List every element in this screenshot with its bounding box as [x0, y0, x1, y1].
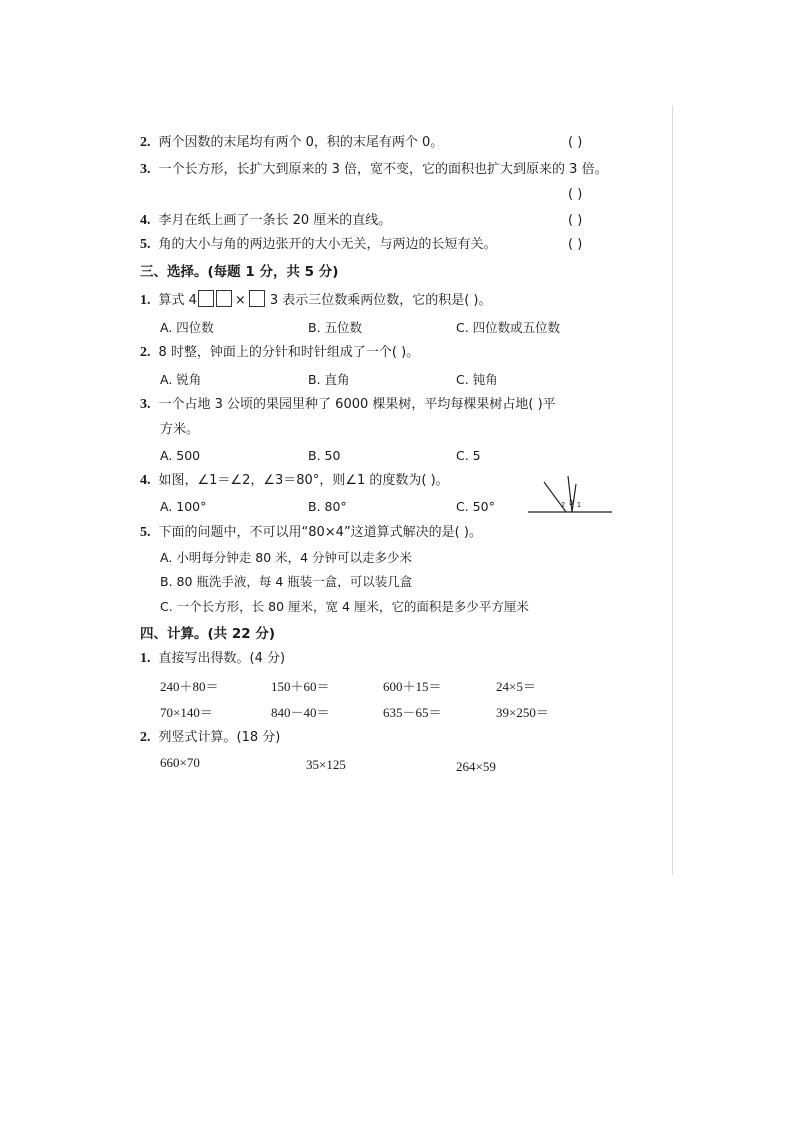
option-b[interactable]: B. 80 瓶洗手液，每 4 瓶装一盒，可以装几盒 — [160, 574, 413, 589]
question-number: 1. — [140, 293, 151, 308]
option-b[interactable]: B. 50 — [308, 448, 341, 463]
question-text: 角的大小与角的两边张开的大小无关，与两边的长短有关。 — [158, 237, 497, 252]
option-a[interactable]: A. 500 — [160, 448, 201, 463]
question-text: 一个占地 3 公顷的果园里种了 6000 棵果树，平均每棵果树占地( )平 — [158, 397, 556, 412]
calc-item[interactable]: 240＋80＝ — [160, 679, 219, 694]
question-number: 3. — [140, 397, 151, 412]
vertical-calc-item[interactable]: 264×59 — [456, 759, 496, 774]
calc-item[interactable]: 840－40＝ — [271, 705, 330, 720]
angle-label: 2 — [561, 502, 565, 509]
choice-q2 — [140, 344, 419, 362]
question-text: 李月在纸上画了一条长 20 厘米的直线。 — [158, 213, 392, 228]
calc-item[interactable]: 24×5＝ — [496, 679, 536, 694]
option-a[interactable]: A. 100° — [160, 499, 207, 514]
answer-paren[interactable]: ( ) — [568, 237, 583, 252]
option-b[interactable]: B. 80° — [308, 499, 347, 514]
blank-box[interactable] — [198, 290, 214, 307]
question-number: 2. — [140, 135, 151, 150]
judge-item-3 — [140, 161, 608, 179]
option-b[interactable]: B. 五位数 — [308, 320, 363, 335]
judge-item-5 — [140, 236, 497, 254]
question-text: 8 时整，钟面上的分针和时针组成了一个( )。 — [158, 345, 420, 360]
calc-item[interactable]: 600＋15＝ — [383, 679, 442, 694]
answer-paren[interactable]: ( ) — [568, 187, 583, 202]
option-a[interactable]: A. 锐角 — [160, 372, 202, 387]
answer-paren[interactable]: ( ) — [568, 213, 583, 228]
margin-line — [672, 105, 673, 875]
angle-label: 3 — [569, 500, 573, 507]
option-c[interactable]: C. 50° — [456, 499, 495, 514]
choice-q3 — [140, 396, 556, 414]
question-text: 列竖式计算。(18 分) — [158, 730, 281, 745]
answer-paren[interactable]: ( ) — [568, 135, 583, 150]
vertical-calc-item[interactable]: 35×125 — [306, 757, 346, 772]
choice-q1 — [140, 290, 492, 310]
judge-item-2 — [140, 134, 443, 152]
question-number: 2. — [140, 730, 151, 745]
judge-item-4 — [140, 212, 391, 230]
option-a[interactable]: A. 四位数 — [160, 320, 214, 335]
option-c[interactable]: C. 5 — [456, 448, 481, 463]
ray-right — [572, 484, 576, 512]
option-c[interactable]: C. 钝角 — [456, 372, 498, 387]
question-text: 一个长方形，长扩大到原来的 3 倍，宽不变，它的面积也扩大到原来的 3 倍。 — [158, 162, 608, 177]
angle-label: 1 — [577, 502, 581, 509]
choice-q5 — [140, 524, 482, 542]
option-b[interactable]: B. 直角 — [308, 372, 350, 387]
question-number: 1. — [140, 651, 151, 666]
times-sign: × — [234, 293, 246, 308]
question-number: 3. — [140, 162, 151, 177]
section-heading-calc: 四、计算。(共 22 分) — [140, 626, 276, 642]
question-number: 4. — [140, 213, 151, 228]
calc-item[interactable]: 70×140＝ — [160, 705, 213, 720]
angle-figure — [528, 474, 614, 516]
option-a[interactable]: A. 小明每分钟走 80 米，4 分钟可以走多少米 — [160, 550, 413, 565]
vertical-calc-item[interactable]: 660×70 — [160, 755, 200, 770]
question-text: 直接写出得数。(4 分) — [158, 651, 286, 666]
blank-box[interactable] — [216, 290, 232, 307]
calc-item[interactable]: 150＋60＝ — [271, 679, 330, 694]
question-text: 算式 4 — [158, 293, 197, 308]
question-number: 2. — [140, 345, 151, 360]
question-number: 5. — [140, 237, 151, 252]
section-heading-choice: 三、选择。(每题 1 分，共 5 分) — [140, 264, 339, 280]
question-number: 4. — [140, 473, 151, 488]
blank-box[interactable] — [249, 290, 265, 307]
option-c[interactable]: C. 四位数或五位数 — [456, 320, 561, 335]
calc-item[interactable]: 635－65＝ — [383, 705, 442, 720]
question-text: 下面的问题中，不可以用“80×4”这道算式解决的是( )。 — [158, 525, 482, 540]
question-text: 3 表示三位数乘两位数，它的积是( )。 — [269, 293, 492, 308]
option-c[interactable]: C. 一个长方形，长 80 厘米，宽 4 厘米，它的面积是多少平方厘米 — [160, 599, 529, 614]
choice-q4 — [140, 472, 449, 490]
question-number: 5. — [140, 525, 151, 540]
question-text: 两个因数的末尾均有两个 0，积的末尾有两个 0。 — [158, 135, 444, 150]
question-text: 如图，∠1＝∠2，∠3＝80°，则∠1 的度数为( )。 — [158, 473, 449, 488]
calc-q1 — [140, 650, 285, 668]
calc-item[interactable]: 39×250＝ — [496, 705, 549, 720]
question-text-cont: 方米。 — [160, 422, 200, 437]
calc-q2 — [140, 729, 280, 747]
